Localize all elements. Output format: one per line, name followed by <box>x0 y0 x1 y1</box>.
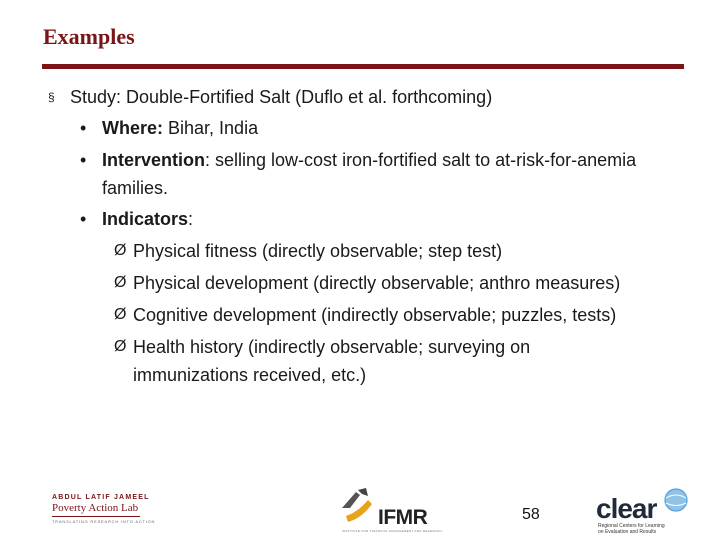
dot-bullet-icon: • <box>80 150 87 170</box>
indicator-item-text: Health history (indirectly observable; surveying on immunizations received, etc.) <box>133 337 531 385</box>
indicator-item-text: Physical development (directly observable; anthro measures) <box>133 273 621 293</box>
bullet-indicators <box>80 205 680 233</box>
arrow-bullet-icon: Ø <box>114 242 127 259</box>
arrow-bullet-icon: Ø <box>114 274 127 291</box>
bullet-intervention <box>80 146 640 202</box>
ifmr-logo-text: IFMR <box>378 506 428 529</box>
bullet-indicators-text: : <box>188 209 194 229</box>
clear-logo-text: clear <box>596 493 657 524</box>
indicator-item <box>114 333 594 389</box>
indicator-item <box>114 237 684 265</box>
indicator-item-text: Physical fitness (directly observable; step test) <box>133 241 503 261</box>
jpal-logo-divider <box>52 516 140 517</box>
jpal-logo-top: ABDUL LATIF JAMEEL <box>52 494 150 501</box>
square-bullet-icon: § <box>48 90 55 104</box>
jpal-logo-main: Poverty Action Lab <box>52 502 139 514</box>
arrow-bullet-icon: Ø <box>114 306 127 323</box>
indicator-item <box>114 269 684 297</box>
bullet-where-label: Where: <box>102 118 164 138</box>
slide-title: Examples <box>43 24 135 49</box>
ifmr-logo-sub: INSTITUTE FOR FINANCIAL MANAGEMENT AND RESEARCH <box>342 529 442 533</box>
bullet-indicators-label: Indicators <box>102 209 189 229</box>
bullet-where <box>80 114 680 142</box>
jpal-logo-sub: TRANSLATING RESEARCH INTO ACTION <box>52 519 156 524</box>
dot-bullet-icon: • <box>80 209 87 229</box>
bullet-where-text: Bihar, India <box>163 118 259 138</box>
clear-logo-sub: Regional Centers for Learning on Evaluation and Results <box>598 523 665 535</box>
bullet-study-text: Study: Double-Fortified Salt (Duflo et al. forthcoming) <box>70 87 493 107</box>
bullet-intervention-label: Intervention <box>102 150 206 170</box>
dot-bullet-icon: • <box>80 118 87 138</box>
indicator-item <box>114 301 684 329</box>
bullet-intervention-text: : selling low-cost iron-fortified salt to at-risk-for-anemia families. <box>102 150 637 198</box>
bullet-study <box>48 86 492 108</box>
title-divider <box>42 64 684 69</box>
arrow-bullet-icon: Ø <box>114 338 127 355</box>
page-number: 58 <box>522 506 540 523</box>
indicator-item-text: Cognitive development (indirectly observable; puzzles, tests) <box>133 305 617 325</box>
jpal-logo <box>52 494 156 524</box>
